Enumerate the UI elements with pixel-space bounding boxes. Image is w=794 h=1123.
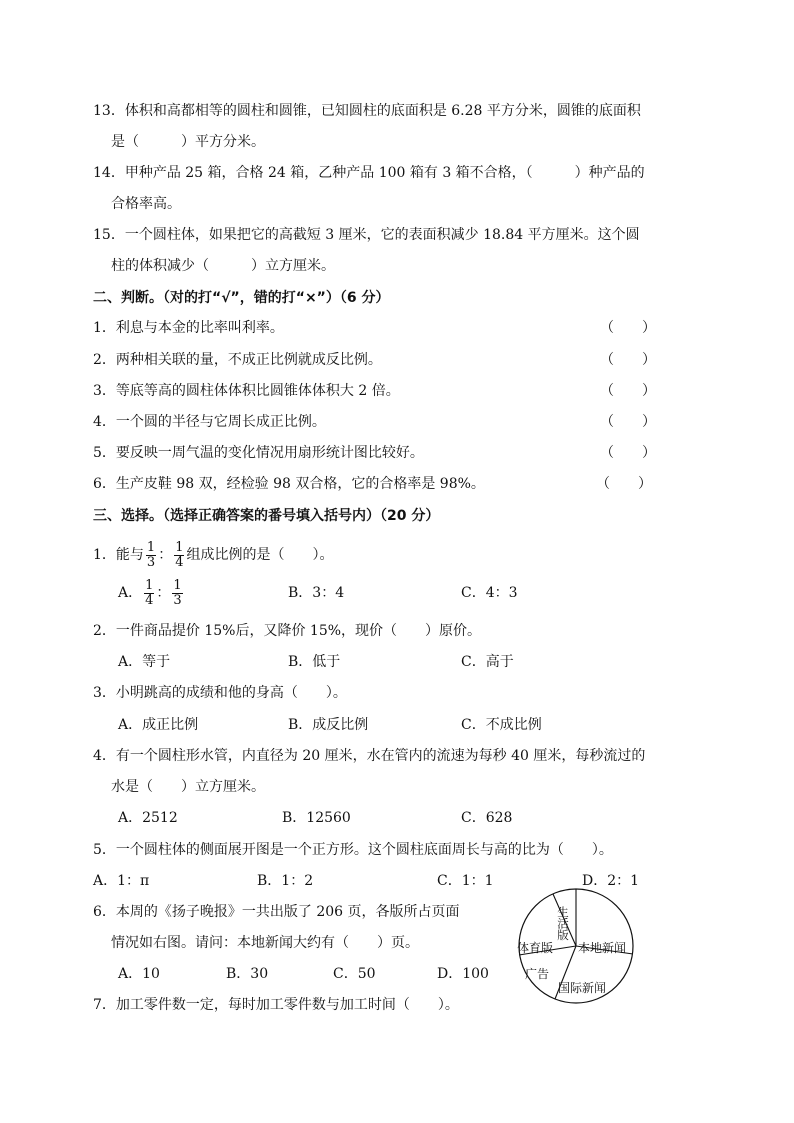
- q3-option-a[interactable]: A．成正比例: [118, 717, 199, 733]
- q1-option-a-label: A．: [118, 585, 143, 601]
- q4-option-a[interactable]: A．2512: [118, 810, 178, 826]
- q6-option-d[interactable]: D．100: [437, 966, 489, 982]
- judge-answer-4[interactable]: （ ）: [600, 414, 656, 430]
- q1-opta-f2-num: 1: [173, 577, 182, 593]
- q6-option-c[interactable]: C．50: [333, 966, 376, 982]
- choice-q6-stem-1: 6．本周的《扬子晚报》一共出版了 206 页，各版所占页面: [93, 904, 460, 920]
- judge-item-3: 3．等底等高的圆柱体体积比圆锥体体积大 2 倍。: [93, 383, 400, 399]
- pie-label-intl: 国际新闻: [558, 981, 607, 995]
- choice-q4-stem-1: 4．有一个圆柱形水管，内直径为 20 厘米，水在管内的流速为每秒 40 厘米，每秒流过的: [93, 748, 646, 764]
- q1-opta-fraction-1: [144, 579, 154, 608]
- choice-q3-stem: 3．小明跳高的成绩和他的身高（ ）。: [93, 685, 347, 701]
- q1-option-a[interactable]: [118, 576, 185, 610]
- judge-answer-6[interactable]: （ ）: [596, 476, 652, 492]
- q14-line1: 14．甲种产品 25 箱，合格 24 箱，乙种产品 100 箱有 3 箱不合格，（ ）种产品的: [93, 165, 645, 181]
- choice-q4-stem-2: 水是（ ）立方厘米。: [111, 779, 265, 795]
- q1-colon: ：: [158, 547, 173, 563]
- judge-answer-1[interactable]: （ ）: [600, 320, 656, 336]
- section-judge-title: 二、判断。（对的打“√”，错的打“×”）（6 分）: [93, 290, 390, 306]
- q1-fraction-2: [174, 541, 184, 570]
- section-choice-title: 三、选择。（选择正确答案的番号填入括号内）（20 分）: [93, 508, 440, 524]
- q1-frac1-den: 3: [146, 554, 156, 570]
- choice-q5-stem: 5．一个圆柱体的侧面展开图是一个正方形。这个圆柱底面周长与高的比为（ ）。: [93, 842, 613, 858]
- q1-suffix: 组成比例的是（ ）。: [186, 547, 334, 563]
- q4-option-c[interactable]: C．628: [461, 810, 513, 826]
- judge-answer-3[interactable]: （ ）: [600, 383, 656, 399]
- q1-prefix: 1．能与: [93, 547, 144, 563]
- q13-line1: 13．体积和高都相等的圆柱和圆锥，已知圆柱的底面积是 6.28 平方分米，圆锥的底面积: [93, 103, 641, 119]
- q1-option-b[interactable]: B．3：4: [288, 585, 345, 601]
- q3-option-c[interactable]: C．不成比例: [461, 717, 542, 733]
- q1-fraction-1: [146, 541, 156, 570]
- q13-line2: 是（ ）平方分米。: [111, 134, 265, 150]
- q3-option-b[interactable]: B．成反比例: [288, 717, 369, 733]
- judge-item-2: 2．两种相关联的量，不成正比例就成反比例。: [93, 352, 382, 368]
- judge-item-5: 5．要反映一周气温的变化情况用扇形统计图比较好。: [93, 445, 424, 461]
- q15-line1: 15．一个圆柱体，如果把它的高截短 3 厘米，它的表面积减少 18.84 平方厘米。这个圆: [93, 227, 640, 243]
- q14-line2: 合格率高。: [111, 196, 181, 212]
- judge-item-4: 4．一个圆的半径与它周长成正比例。: [93, 414, 326, 430]
- choice-q6-stem-2: 情况如右图。请问：本地新闻大约有（ ）页。: [111, 935, 419, 951]
- pie-label-life: 生活版: [556, 906, 570, 941]
- choice-q2-stem: 2．一件商品提价 15%后，又降价 15%，现价（ ）原价。: [93, 623, 482, 639]
- q1-opta-fraction-2: [172, 579, 182, 608]
- q1-opta-f2-den: 3: [173, 592, 182, 608]
- choice-q1-stem: [93, 538, 333, 572]
- judge-answer-2[interactable]: （ ）: [600, 352, 656, 368]
- newspaper-pie-figure: [506, 876, 646, 1016]
- pie-label-local: 本地新闻: [578, 941, 627, 955]
- pie-label-sports: 体育版: [517, 941, 554, 955]
- q4-option-b[interactable]: B．12560: [282, 810, 351, 826]
- q1-option-c[interactable]: C．4：3: [461, 585, 518, 601]
- q1-frac1-num: 1: [146, 539, 156, 555]
- q2-option-a[interactable]: A．等于: [118, 654, 171, 670]
- q2-option-c[interactable]: C．高于: [461, 654, 514, 670]
- choice-q7-stem: 7．加工零件数一定，每时加工零件数与加工时间（ ）。: [93, 997, 459, 1013]
- q2-option-b[interactable]: B．低于: [288, 654, 341, 670]
- judge-item-1: 1．利息与本金的比率叫利率。: [93, 320, 284, 336]
- q1-opta-f1-den: 4: [145, 592, 154, 608]
- q1-frac2-den: 4: [175, 554, 184, 570]
- judge-answer-5[interactable]: （ ）: [600, 445, 656, 461]
- judge-item-6: 6．生产皮鞋 98 双，经检验 98 双合格，它的合格率是 98%。: [93, 476, 485, 492]
- q5-option-c[interactable]: C．1：1: [437, 873, 494, 889]
- q15-line2: 柱的体积减少（ ）立方厘米。: [111, 258, 335, 274]
- q1-frac2-num: 1: [175, 539, 184, 555]
- q1-opta-f1-num: 1: [145, 577, 154, 593]
- q6-option-b[interactable]: B．30: [226, 966, 269, 982]
- q5-option-b[interactable]: B．1：2: [257, 873, 314, 889]
- q1-opta-colon: ：: [156, 585, 171, 601]
- q5-option-a[interactable]: A．1：π: [93, 873, 150, 889]
- q5-option-d[interactable]: D．2：1: [582, 873, 640, 889]
- q6-option-a[interactable]: A．10: [118, 966, 160, 982]
- pie-label-ads: 广告: [525, 967, 550, 981]
